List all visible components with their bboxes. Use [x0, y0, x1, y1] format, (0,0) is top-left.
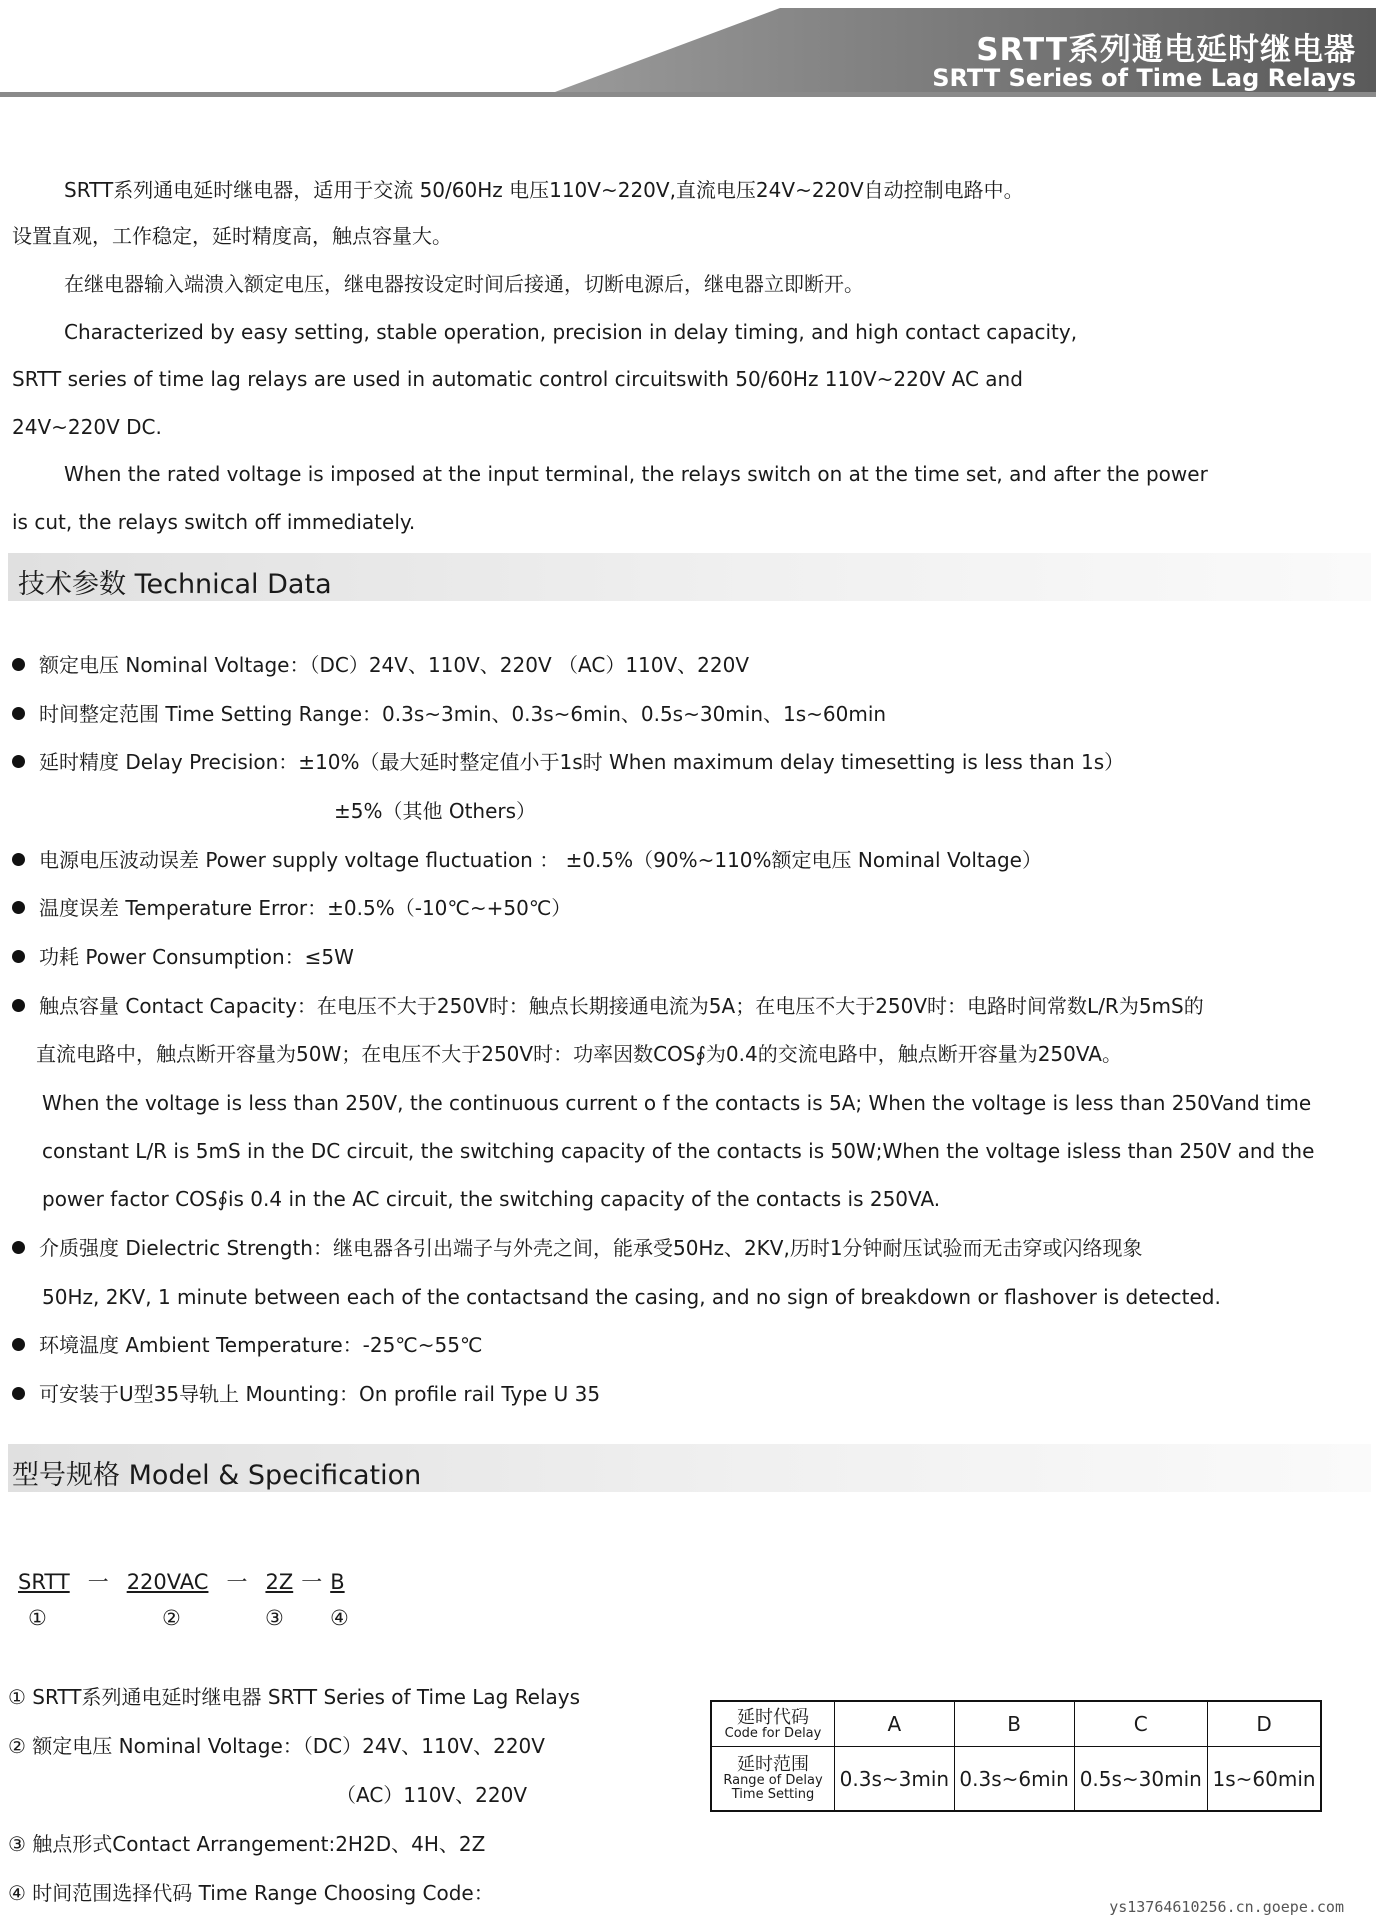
code-cell-d: D: [1208, 1701, 1321, 1747]
tech-contact-capacity-cont-en-2: constant L/R is 5mS in the DC circuit, the switching capacity of the contacts is 50W;When the voltage isless than 250V and the: [42, 1139, 1315, 1163]
tech-item-ambient-temperature: 环境温度 Ambient Temperature：-25℃~55℃: [12, 1332, 482, 1358]
bullet-icon: [12, 1241, 25, 1254]
tech-item-contact-capacity: 触点容量 Contact Capacity：在电压不大于250V时：触点长期接通电流为5A；在电压不大于250V时：电路时间常数L/R为5mS的: [12, 993, 1204, 1019]
bullet-icon: [12, 755, 25, 768]
model-note-2-cont: （AC）110V、220V: [336, 1783, 528, 1807]
technical-data-heading: 技术参数 Technical Data: [18, 569, 332, 600]
range-cell-c: 0.5s~30min: [1074, 1747, 1208, 1811]
model-part-voltage: 220VAC: [126, 1570, 209, 1594]
tech-item-time-setting: 时间整定范围 Time Setting Range：0.3s~3min、0.3s~6min、0.5s~30min、1s~60min: [12, 701, 886, 727]
model-number-4: ④: [330, 1606, 349, 1630]
model-number-2: ②: [162, 1606, 181, 1630]
row-head-range: 延时范围 Range of Delay Time Setting: [711, 1747, 835, 1811]
bullet-icon: [12, 658, 25, 671]
intro-p3-en-2: SRTT series of time lag relays are used in automatic control circuitswith 50/60Hz 110V~220V AC and: [12, 367, 1023, 391]
intro-p3-en-3: 24V~220V DC.: [12, 415, 162, 439]
tech-item-delay-precision: 延时精度 Delay Precision：±10%（最大延时整定值小于1s时 When maximum delay timesetting is less than 1s）: [12, 749, 1124, 775]
model-dash: 一: [301, 1570, 323, 1594]
header-banner: [0, 0, 1376, 100]
technical-data-header: [8, 553, 1371, 601]
table-row-ranges: [711, 1747, 1321, 1811]
tech-dielectric-strength-cont: 50Hz, 2KV, 1 minute between each of the contactsand the casing, and no sign of breakdown or flashover is detected.: [42, 1285, 1221, 1309]
tech-contact-capacity-cont-en-1: When the voltage is less than 250V, the continuous current o f the contacts is 5A; When the voltage is less than 250Vand time: [42, 1091, 1312, 1115]
range-cell-b: 0.3s~6min: [954, 1747, 1074, 1811]
bullet-icon: [12, 950, 25, 963]
bullet-icon: [12, 1338, 25, 1351]
header-title-cn: SRTT系列通电延时继电器: [976, 32, 1356, 68]
tech-item-mounting: 可安装于U型35导轨上 Mounting：On profile rail Type U 35: [12, 1381, 600, 1407]
tech-item-temperature-error: 温度误差 Temperature Error：±0.5%（-10℃~+50℃）: [12, 895, 571, 921]
header-title-en: SRTT Series of Time Lag Relays: [932, 64, 1356, 92]
range-cell-d: 1s~60min: [1208, 1747, 1321, 1811]
model-part-time-code: B: [330, 1570, 345, 1594]
model-dash: 一: [226, 1570, 248, 1594]
model-note-3: ③ 触点形式Contact Arrangement:2H2D、4H、2Z: [8, 1832, 486, 1856]
bullet-icon: [12, 853, 25, 866]
tech-contact-capacity-cont-en-3: power factor COS∮is 0.4 in the AC circuit, the switching capacity of the contacts is 250VA.: [42, 1187, 941, 1211]
model-spec-header: [8, 1444, 1371, 1492]
watermark-url: ys13764610256.cn.goepe.com: [1109, 1898, 1344, 1916]
bullet-icon: [12, 707, 25, 720]
tech-item-power-consumption: 功耗 Power Consumption：≤5W: [12, 944, 354, 970]
model-note-1: ① SRTT系列通电延时继电器 SRTT Series of Time Lag Relays: [8, 1685, 581, 1709]
code-cell-b: B: [954, 1701, 1074, 1747]
tech-item-dielectric-strength: 介质强度 Dielectric Strength：继电器各引出端子与外壳之间，能承受50Hz、2KV,历时1分钟耐压试验而无击穿或闪络现象: [12, 1235, 1143, 1261]
tech-item-voltage-fluctuation: 电源电压波动误差 Power supply voltage fluctuation ： ±0.5%（90%~110%额定电压 Nominal Voltage）: [12, 847, 1042, 873]
code-cell-a: A: [835, 1701, 955, 1747]
code-cell-c: C: [1074, 1701, 1208, 1747]
intro-p1-cn-cont: 设置直观，工作稳定，延时精度高，触点容量大。: [12, 224, 452, 248]
intro-p4-en-2: is cut, the relays switch off immediately.: [12, 510, 416, 534]
model-part-contact: 2Z: [265, 1570, 294, 1594]
intro-p3-en-1: Characterized by easy setting, stable operation, precision in delay timing, and high contact capacity,: [64, 320, 1078, 344]
table-row-codes: [711, 1701, 1321, 1747]
model-dash: 一: [87, 1570, 109, 1594]
tech-delay-precision-cont: ±5%（其他 Others）: [334, 799, 537, 823]
model-number-3: ③: [265, 1606, 284, 1630]
model-number-1: ①: [28, 1606, 47, 1630]
row-head-code: 延时代码 Code for Delay: [711, 1701, 835, 1747]
bullet-icon: [12, 999, 25, 1012]
range-cell-a: 0.3s~3min: [835, 1747, 955, 1811]
bullet-icon: [12, 901, 25, 914]
model-note-2: ② 额定电压 Nominal Voltage：（DC）24V、110V、220V: [8, 1734, 545, 1758]
intro-p4-en-1: When the rated voltage is imposed at the input terminal, the relays switch on at the time set, and after the power: [64, 462, 1208, 486]
intro-p1-cn: SRTT系列通电延时继电器，适用于交流 50/60Hz 电压110V~220V,直流电压24V~220V自动控制电路中。: [64, 178, 1024, 202]
time-range-table: [710, 1700, 1322, 1812]
model-note-4: ④ 时间范围选择代码 Time Range Choosing Code：: [8, 1881, 494, 1905]
bullet-icon: [12, 1387, 25, 1400]
intro-p2-cn: 在继电器输入端溃入额定电压，继电器按设定时间后接通，切断电源后，继电器立即断开。: [64, 272, 864, 296]
model-spec-heading: 型号规格 Model & Specification: [12, 1460, 422, 1491]
model-part-series: SRTT: [18, 1570, 70, 1594]
tech-contact-capacity-cont-cn: 直流电路中，触点断开容量为50W；在电压不大于250V时：功率因数COS∮为0.4的交流电路中，触点断开容量为250VA。: [36, 1042, 1122, 1066]
tech-item-nominal-voltage: 额定电压 Nominal Voltage：（DC）24V、110V、220V （AC）110V、220V: [12, 652, 749, 678]
model-code-line: [18, 1566, 345, 1596]
